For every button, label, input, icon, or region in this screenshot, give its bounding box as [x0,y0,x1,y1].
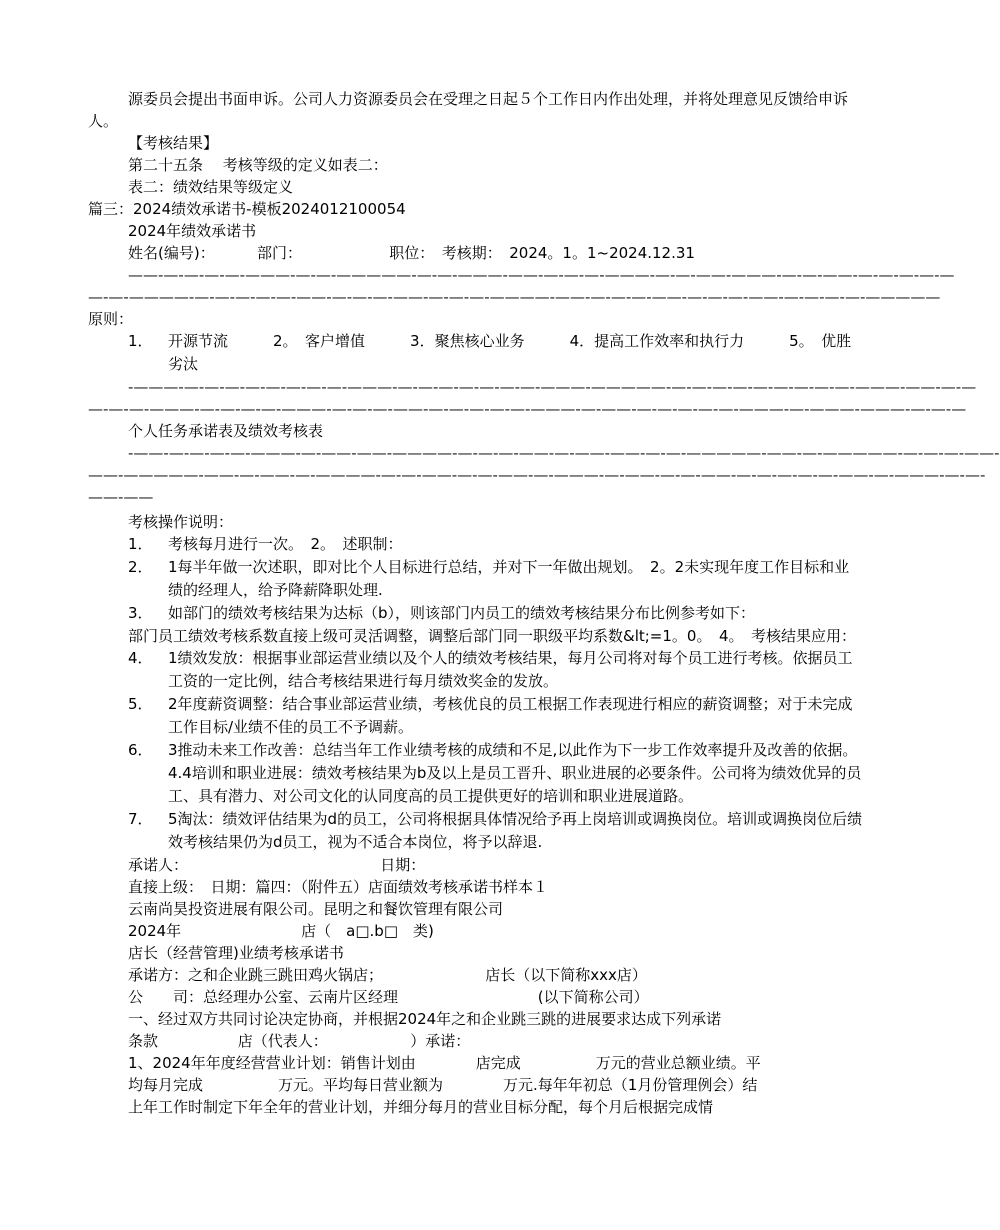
list-number: 3． [128,604,153,622]
plan-line-3: 上年工作时制定下年全年的营业计划，并细分每月的营业目标分配，每个月后根据完成情 [128,1098,714,1116]
task-table-title: 个人任务承诺表及绩效考核表 [128,422,324,440]
list-item [88,808,863,854]
list-text: 考核每月进行一次。 2。 述职制： [168,535,403,553]
supervisor-line: 直接上级： 日期：篇四：（附件五）店面绩效考核承诺书样本１ [128,878,549,896]
list-number: 1． [128,535,153,553]
principles-item [88,330,863,376]
list-item [88,647,863,693]
separator-line: —-—-—-———-—-—-—-—-———-—-—-—-——-—-—-—-—-—-———-—-——-—-—-—-—-—-———-—-———-———-—-—-— [88,400,967,418]
separator-line: ——-—-—-—-—-———-—-—-—————-—-—-———-——-—-—-—-———-—-—-——-———-—-—-——-—-—-—-—-— [128,266,955,284]
list-number: 1． [128,332,153,350]
coefficient-paragraph: 部门员工绩效考核系数直接上级可灵活调整，调整后部门同一职级平均系数&lt;=1。0。 4。 考核结果应用： [128,627,857,645]
signature-line: 承诺人： 日期： [128,856,426,874]
employee-info-line: 姓名(编号)： 部门： 职位： 考核期： 2024。1。1~2024.12.31 [128,244,695,262]
commitment-title: 2024年绩效承诺书 [128,222,257,240]
article-25: 第二十五条 考核等级的定义如表二： [128,156,388,174]
principles-text: 开源节流 2。 客户增值 3．聚焦核心业务 4．提高工作效率和执行力 5。 优胜劣汰 [168,332,852,373]
list-number: 4． [128,649,153,667]
operation-notes-title: 考核操作说明： [128,513,234,531]
list-number: 2． [128,558,153,576]
list-number: 6． [128,741,153,759]
list-item [88,693,863,739]
separator-line: -——-—-—-—-—-———-—-——-——-————-—-—-—-——-—-——-——-—-—-—————-——-—-—————-—-—-—-——- [128,444,1000,462]
separator-line: -———-—-—-—-—-—-—-—-—-———-—-—-—-—-—-—-—-———-—————-—-—-—-—-—-—-—-—-—-———-——-—-— [128,378,977,396]
document-page [88,88,1000,1118]
separator-line: ——-—— [88,488,154,506]
list-number: 7． [128,810,153,828]
section-heading-results: 【考核结果】 [128,134,219,152]
list-item [88,533,863,556]
list-item [88,556,863,602]
store-year-line: 2024年 店（ a□.b□ 类) [128,922,434,940]
list-item [88,602,863,625]
agreement-clause: 条款 店（代表人： ）承诺： [128,1032,471,1050]
list-item [88,739,863,808]
list-text: 3推动未来工作改善：总结当年工作业绩考核的成绩和不足,以此作为下一步工作效率提升及改善的依据。 4.4培训和职业进展：绩效考核结果为b及以上是员工晋升、职业进展的必要条件。公司将为绩效优异的员工、具有潜力、对公司文化的认同度高的员工提供更好的培训和职业进展道路。 [168,741,865,805]
appeal-paragraph: 源委员会提出书面申诉。公司人力资源委员会在受理之日起５个工作日内作出处理，并将处理意见反馈给申诉人。 [88,90,849,130]
list-text: 5淘汰：绩效评估结果为d的员工，公司将根据具体情况给予再上岗培训或调换岗位。培训或调换岗位后绩效考核结果仍为d员工，视为不适合本岗位，将予以辞退. [168,810,863,851]
principles-label: 原则： [88,310,134,328]
company-party: 公 司：总经理办公室、云南片区经理 (以下简称公司） [128,988,649,1006]
list-text: 如部门的绩效考核结果为达标（b），则该部门内员工的绩效考核结果分布比例参考如下： [168,604,756,622]
list-text: 1每半年做一次述职，即对比个人目标进行总结，并对下一年做出规划。 2。2未实现年度工作目标和业绩的经理人，给予降薪降职处理. [168,558,850,599]
chapter-title-3: 篇三：2024绩效承诺书-模板2024012100054 [88,200,406,218]
separator-line: ——-—————-——-—-——-—-————-—-—-——-—-—-——-—-———-—-——-—-—-——-—-—-—-—-—-——-—-———-—-—- [88,466,986,484]
company-names: 云南尚昊投资进展有限公司。昆明之和餐饮管理有限公司 [128,900,504,918]
list-number: 5． [128,695,153,713]
separator-line: —-—-————-—-—-—-—-—-——-—-—-—-——-—-—-—-————-——-—-—-—-——-—-—-—-——-—-—-—-—-————— [88,288,941,306]
list-text: 1绩效发放：根据事业部运营业绩以及个人的绩效考核结果，每月公司将对每个员工进行考核。依据员工工资的一定比例，结合考核结果进行每月绩效奖金的发放。 [168,649,853,690]
list-text: 2年度薪资调整：结合事业部运营业绩，考核优良的员工根据工作表现进行相应的薪资调整；对于未完成工作目标/业绩不佳的员工不予调薪。 [168,695,853,736]
plan-line-2: 均每月完成 万元。平均每日营业额为 万元.每年年初总（1月份管理例会）结 [128,1076,758,1094]
manager-commitment-title: 店长（经营管理)业绩考核承诺书 [128,944,344,962]
agreement-intro: 一、经过双方共同讨论决定协商，并根据2024年之和企业跳三跳的进展要求达成下列承诺 [128,1010,722,1028]
plan-line-1: 1、2024年年度经营营业计划：销售计划由 店完成 万元的营业总额业绩。平 [128,1054,761,1072]
table-caption: 表二：绩效结果等级定义 [128,178,294,196]
committing-party: 承诺方：之和企业跳三跳田鸡火锅店； 店长（以下简称xxx店） [128,966,647,984]
